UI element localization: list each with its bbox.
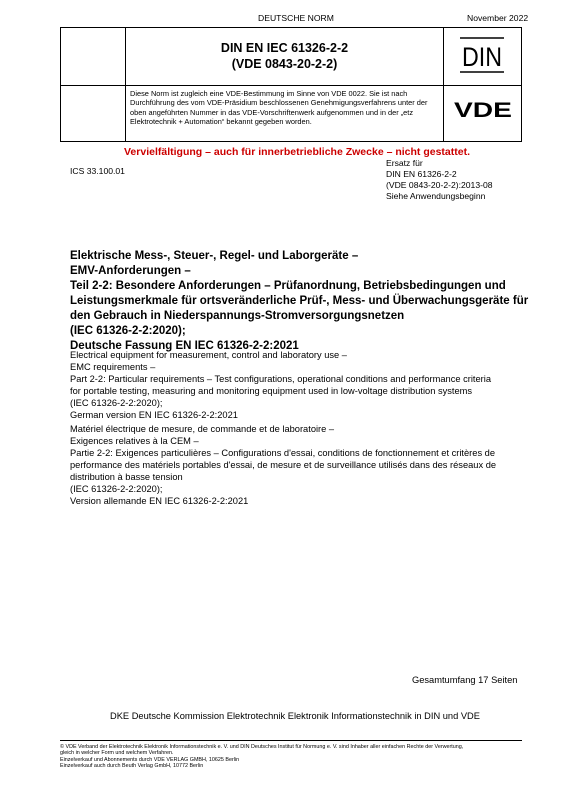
title-german: Elektrische Mess-, Steuer-, Regel- und Laborgeräte – EMV-Anforderungen – Teil 2-2: Besondere Anforderungen – Prüfanordnung, Betriebsbedingungen und Leistungsmerkmale für ortsveränderliche Prüf-, Mess- und Überwachungsgeräte für den Gebrauch in Niederspannungs-Stromversorgungsnetzen (IEC 61326-2-2:2020); Deutsche Fassung EN IEC 61326-2-2:2021 — [70, 250, 529, 352]
header-box — [60, 27, 522, 142]
replacement-info: Ersatz für DIN EN 61326-2-2 (VDE 0843-20-2-2):2013-08 Siehe Anwendungsbeginn — [386, 158, 493, 201]
vde-classification: (VDE 0843-20-2-2) — [231, 57, 338, 71]
vde-logo-text: VDE — [454, 99, 512, 121]
vde-logo-icon — [453, 97, 513, 121]
footer-divider — [60, 740, 522, 741]
vde-notice: Diese Norm ist zugleich eine VDE-Bestimmung im Sinne von VDE 0022. Sie ist nach Durchführung des vom VDE-Präsidium beschlossenen Genehmigungsverfahrens unter der oben angeführten Nummer in das VDE-Vorschriftenwerk aufgenommen und in der „etz Elektrotechnik + Automation“ bekannt gegeben worden. — [130, 89, 428, 126]
title-english: Electrical equipment for measurement, control and laboratory use – EMC requirements – Part 2-2: Particular requirements – Test configurations, operational conditions and performance criteria for portable testing, measuring and monitoring equipment used in low-voltage distribution systems (IEC 61326-2-2:2020); German version EN IEC 61326-2-2:2021 — [70, 350, 491, 420]
standard-number: DIN EN IEC 61326-2-2 — [220, 41, 349, 55]
footer-copyright: © VDE Verband der Elektrotechnik Elektronik Informationstechnik e. V. und DIN Deutsches Institut für Normung e. V. sind Inhaber aller einfachen Rechte der Verwertung, gleich in welcher Form und welchem Verfahren. Einzelverkauf und Abonnements durch VDE VERLAG GMBH, 10625 Berlin Einzelverkauf auch durch Beuth Verlag GmbH, 10772 Berlin — [60, 744, 464, 769]
standard-number-block — [126, 40, 443, 72]
dke-committee: DKE Deutsche Kommission Elektrotechnik Elektronik Informationstechnik in DIN und VDE — [110, 711, 480, 721]
reproduction-warning: Vervielfältigung – auch für innerbetriebliche Zwecke – nicht gestattet. — [124, 146, 471, 158]
ics-code: ICS 33.100.01 — [70, 166, 125, 176]
total-pages: Gesamtumfang 17 Seiten — [412, 675, 518, 685]
din-logo-icon — [460, 37, 504, 73]
din-logo-text: DIN — [462, 42, 502, 72]
publication-date: November 2022 — [467, 13, 529, 23]
document-type-label: DEUTSCHE NORM — [258, 13, 334, 23]
title-french: Matériel électrique de mesure, de commande et de laboratoire – Exigences relatives à la CEM – Partie 2-2: Exigences particulières – Configurations d'essai, conditions de fonctionnement et critères de performance des matériels portables d'essai, de mesure et de surveillance utilisés dans des réseaux de distribution à basse tension (IEC 61326-2-2:2020); Version allemande EN IEC 61326-2-2:2021 — [70, 424, 497, 506]
